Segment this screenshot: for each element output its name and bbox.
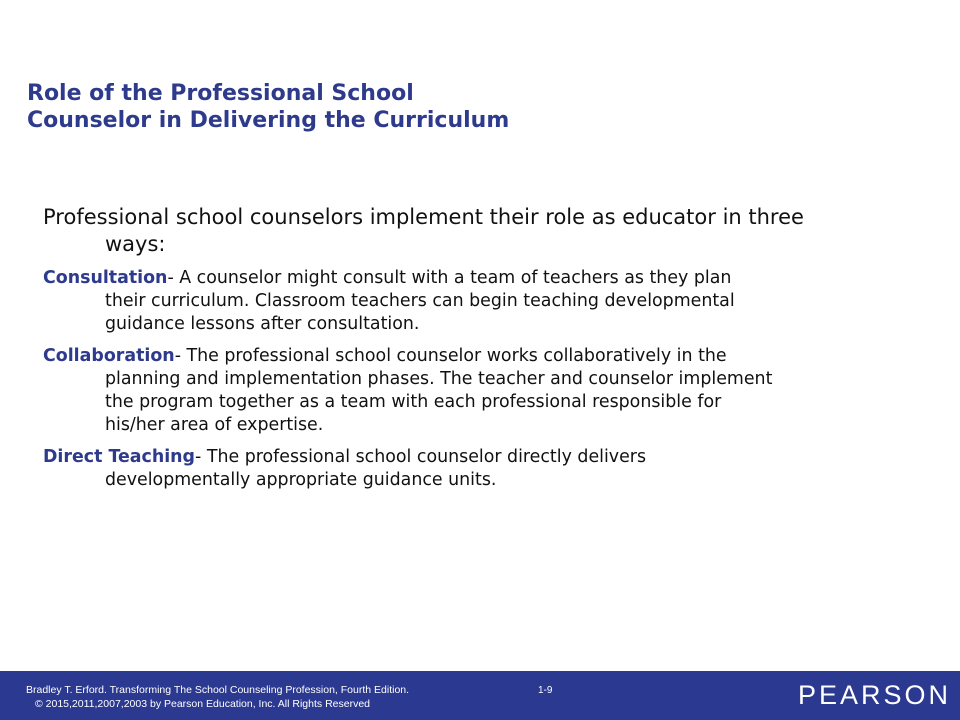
bullet-text-line: their curriculum. Classroom teachers can begin teaching developmental bbox=[105, 291, 735, 311]
bullet-text-line: The professional school counselor works collaboratively in the bbox=[186, 346, 727, 366]
slide-body bbox=[43, 204, 923, 501]
bullet-text-line: the program together as a team with each professional responsible for bbox=[105, 392, 722, 412]
bullet-separator: - bbox=[167, 268, 180, 288]
intro-paragraph bbox=[43, 204, 923, 258]
bullet-term: Direct Teaching bbox=[43, 447, 196, 467]
bullet-text-line: guidance lessons after consultation. bbox=[105, 314, 420, 334]
slide-title bbox=[27, 80, 727, 134]
page-number: 1-9 bbox=[538, 685, 553, 696]
bullet-text-line: A counselor might consult with a team of teachers as they plan bbox=[179, 268, 732, 288]
intro-line-1: Professional school counselors implement their role as educator in three bbox=[43, 205, 804, 229]
bullet-text-line: his/her area of expertise. bbox=[105, 415, 324, 435]
bullet-consultation bbox=[43, 267, 923, 336]
bullet-text-line: The professional school counselor directly delivers bbox=[206, 447, 647, 467]
bullet-direct-teaching bbox=[43, 446, 923, 492]
bullet-separator: - bbox=[195, 447, 207, 467]
credit-line-2: © 2015,2011,2007,2003 by Pearson Education, Inc. All Rights Reserved bbox=[35, 698, 371, 710]
credit-line-1: Bradley T. Erford. Transforming The School Counseling Profession, Fourth Edition. bbox=[26, 684, 410, 696]
copyright-credit bbox=[26, 683, 409, 711]
pearson-logo: PEARSON bbox=[798, 680, 952, 710]
bullet-collaboration bbox=[43, 345, 923, 437]
bullet-separator: - bbox=[174, 346, 187, 366]
slide-title-line-2: Counselor in Delivering the Curriculum bbox=[27, 108, 510, 133]
bullet-text-line: planning and implementation phases. The teacher and counselor implement bbox=[105, 369, 773, 389]
slide-title-line-1: Role of the Professional School bbox=[27, 81, 414, 106]
intro-line-2: ways: bbox=[105, 232, 166, 256]
bullet-text-line: developmentally appropriate guidance units. bbox=[105, 470, 497, 490]
bullet-term: Consultation bbox=[43, 268, 168, 288]
bullet-term: Collaboration bbox=[43, 346, 175, 366]
